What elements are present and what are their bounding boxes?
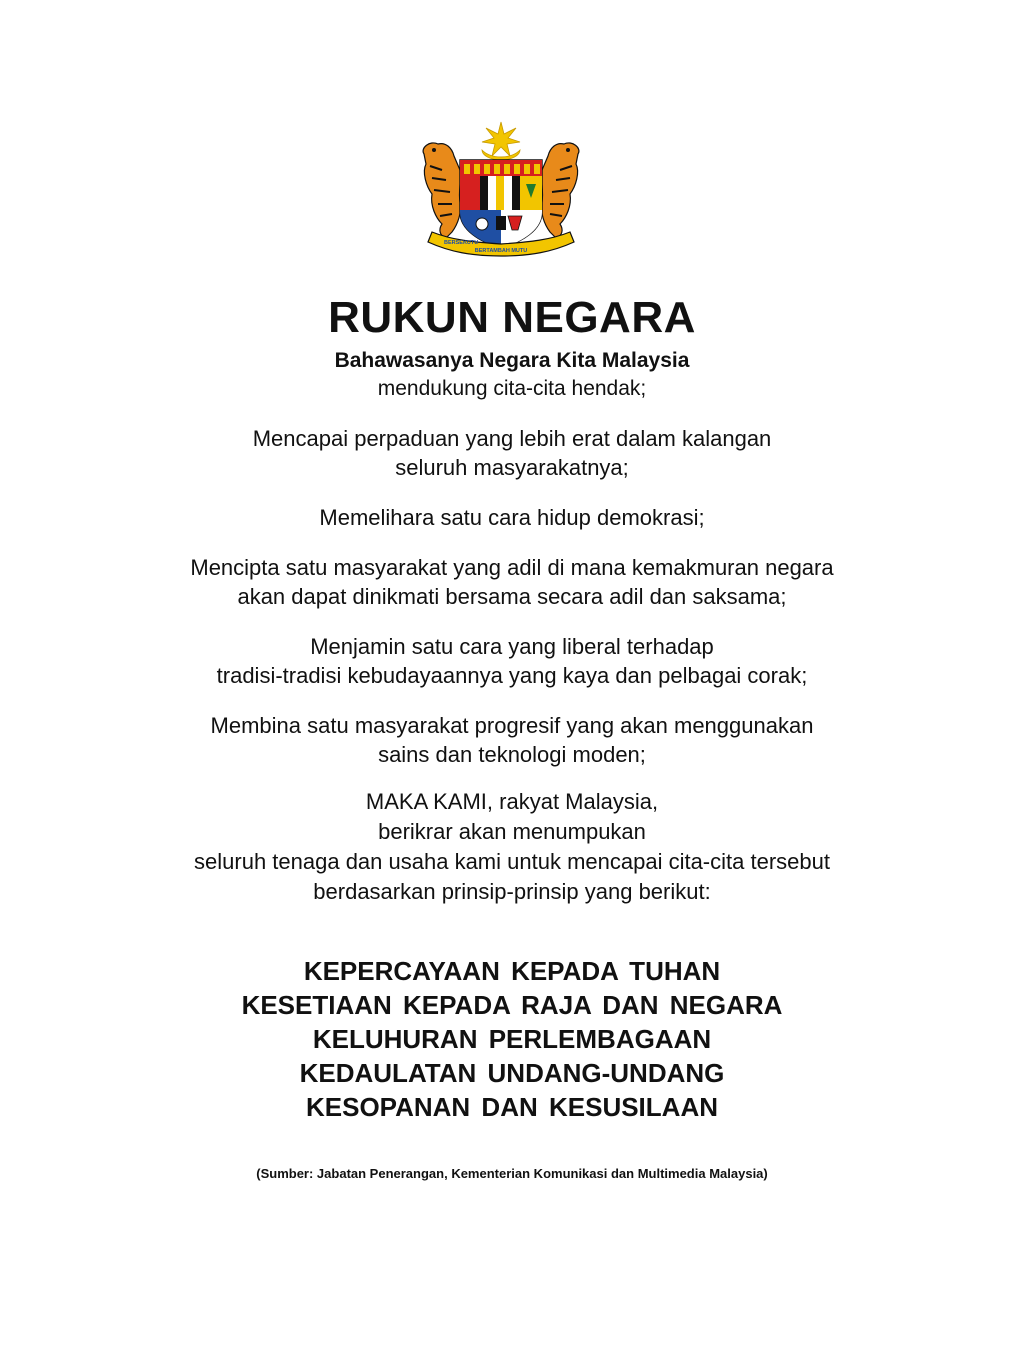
intro-line: mendukung cita-cita hendak; — [377, 377, 647, 400]
pledge-line: berdasarkan prinsip-prinsip yang berikut: — [313, 879, 711, 904]
aim-line: Memelihara satu cara hidup demokrasi; — [319, 505, 705, 530]
pledge-line: seluruh tenaga dan usaha kami untuk mencapai cita-cita tersebut — [194, 849, 830, 874]
pledge-paragraph — [60, 787, 964, 907]
motto-left-text: BERSEKUTU — [444, 240, 479, 246]
aim-paragraph — [60, 711, 964, 769]
right-tiger-icon — [541, 143, 578, 238]
pledge-line: MAKA KAMI, rakyat Malaysia, — [365, 789, 659, 814]
aim-paragraph — [60, 632, 964, 690]
motto-center-text: BERTAMBAH MUTU — [474, 248, 528, 254]
aim-line: sains dan teknologi moden; — [378, 742, 646, 767]
principle-item: KELUHURAN PERLEMBAGAAN — [312, 1024, 712, 1054]
aim-paragraph — [60, 424, 964, 482]
page-title: RUKUN NEGARA — [328, 293, 696, 342]
principle-item: KESETIAAN KEPADA RAJA DAN NEGARA — [241, 990, 783, 1020]
principle-item: KEPERCAYAAN KEPADA TUHAN — [303, 956, 721, 986]
federal-star-icon — [482, 122, 520, 156]
shield-icon — [460, 160, 542, 248]
aim-line: Mencapai perpaduan yang lebih erat dalam kalangan — [252, 426, 772, 451]
principles-list — [60, 954, 964, 1124]
left-tiger-icon — [423, 143, 460, 238]
aim-line: tradisi-tradisi kebudayaannya yang kaya dan pelbagai corak; — [216, 663, 808, 688]
aim-line: Membina satu masyarakat progresif yang akan menggunakan — [210, 713, 814, 738]
subtitle: Bahawasanya Negara Kita Malaysia — [334, 349, 690, 372]
source-citation: (Sumber: Jabatan Penerangan, Kementerian Komunikasi dan Multimedia Malaysia) — [256, 1166, 768, 1181]
aim-line: seluruh masyarakatnya; — [395, 455, 629, 480]
aims-list — [60, 424, 964, 790]
principle-item: KESOPANAN DAN KESUSILAAN — [306, 1092, 718, 1122]
crescent-icon — [482, 150, 520, 160]
principle-item: KEDAULATAN UNDANG-UNDANG — [299, 1058, 725, 1088]
coat-of-arms-emblem — [412, 120, 590, 268]
aim-line: Menjamin satu cara yang liberal terhadap — [310, 634, 714, 659]
aim-paragraph — [60, 503, 964, 532]
aim-paragraph — [60, 553, 964, 611]
aim-line: akan dapat dinikmati bersama secara adil dan saksama; — [237, 584, 787, 609]
pledge-line: berikrar akan menumpukan — [378, 819, 646, 844]
aim-line: Mencipta satu masyarakat yang adil di mana kemakmuran negara — [190, 555, 834, 580]
